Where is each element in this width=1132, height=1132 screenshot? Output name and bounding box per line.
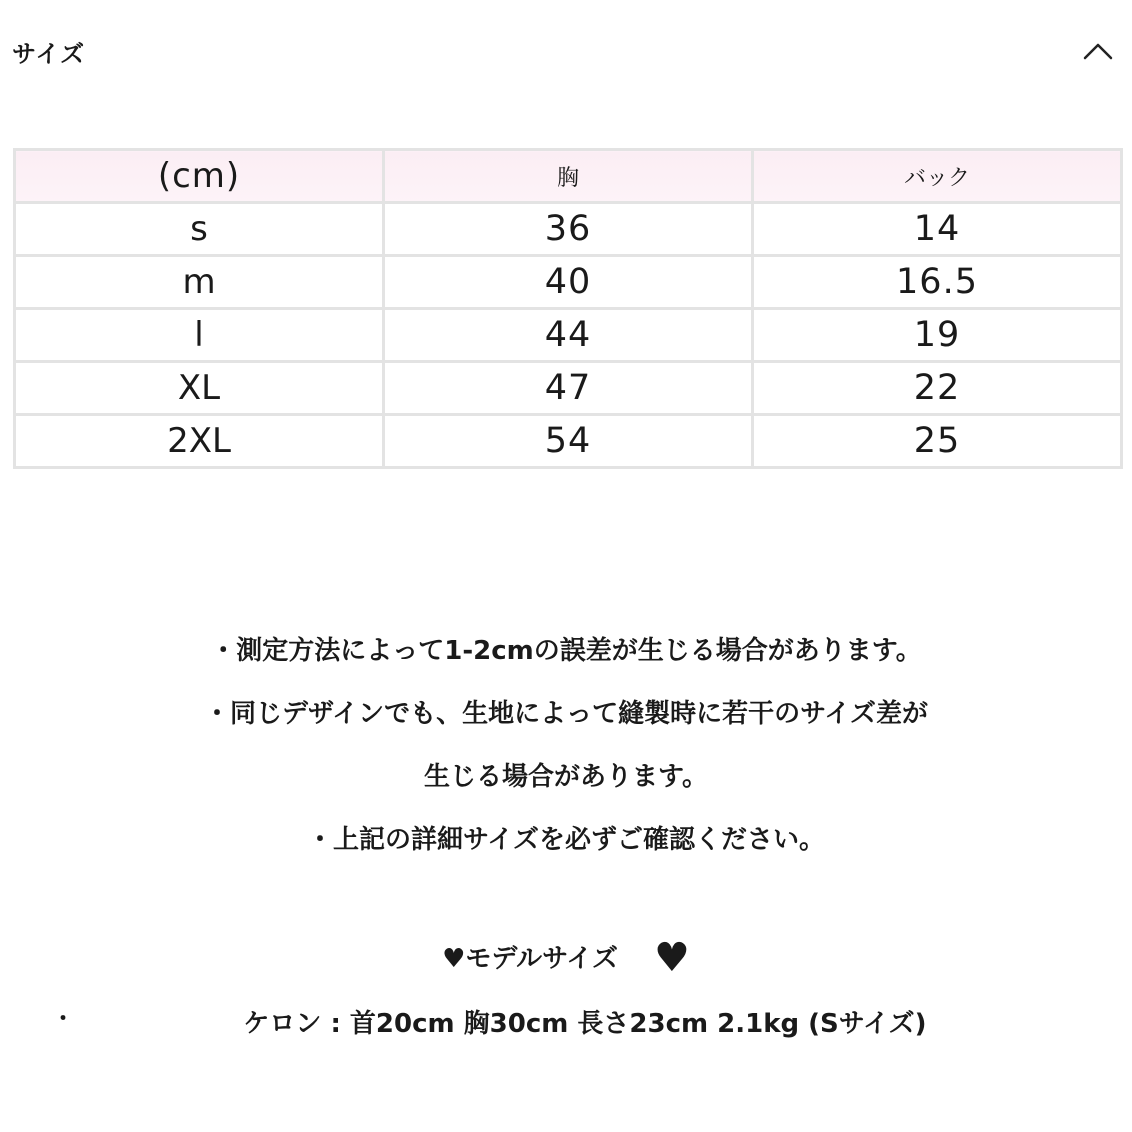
heart-icon: ♥ bbox=[654, 935, 690, 981]
table-row bbox=[15, 362, 1122, 415]
back-value: 25 bbox=[753, 415, 1122, 468]
back-value: 22 bbox=[753, 362, 1122, 415]
size-label: l bbox=[15, 309, 384, 362]
header-chest: 胸 bbox=[384, 150, 753, 203]
size-notes bbox=[0, 620, 1132, 872]
note-line: ・測定方法によって1-2cmの誤差が生じる場合があります。 bbox=[210, 636, 922, 666]
size-label: 2XL bbox=[15, 415, 384, 468]
table-row bbox=[15, 415, 1122, 468]
header-back: バック bbox=[753, 150, 1122, 203]
section-title: サイズ bbox=[12, 40, 86, 68]
chevron-up-icon[interactable] bbox=[1082, 36, 1114, 64]
back-value: 19 bbox=[753, 309, 1122, 362]
note-line: ・上記の詳細サイズを必ずご確認ください。 bbox=[307, 825, 825, 855]
note-line: ・同じデザインでも、生地によって縫製時に若干のサイズ差が bbox=[203, 699, 929, 729]
header-unit: (cm) bbox=[15, 150, 384, 203]
chest-value: 36 bbox=[384, 203, 753, 256]
chest-value: 40 bbox=[384, 256, 753, 309]
size-label: XL bbox=[15, 362, 384, 415]
model-size-title-text: ♥モデルサイズ bbox=[442, 944, 619, 974]
chest-value: 54 bbox=[384, 415, 753, 468]
chest-value: 44 bbox=[384, 309, 753, 362]
table-row bbox=[15, 203, 1122, 256]
size-section-header[interactable] bbox=[0, 0, 1132, 100]
size-table bbox=[13, 148, 1123, 469]
model-size-line: ケロン : 首20cm 胸30cm 長さ23cm 2.1kg (Sサイズ) bbox=[243, 1009, 927, 1039]
model-size-title bbox=[0, 934, 1132, 982]
note-line: 生じる場合があります。 bbox=[424, 762, 708, 792]
table-row bbox=[15, 256, 1122, 309]
size-label: m bbox=[15, 256, 384, 309]
back-value: 14 bbox=[753, 203, 1122, 256]
size-label: s bbox=[15, 203, 384, 256]
table-header-row bbox=[15, 150, 1122, 203]
bullet-dot: ・ bbox=[52, 1007, 75, 1032]
back-value: 16.5 bbox=[753, 256, 1122, 309]
chest-value: 47 bbox=[384, 362, 753, 415]
table-row bbox=[15, 309, 1122, 362]
